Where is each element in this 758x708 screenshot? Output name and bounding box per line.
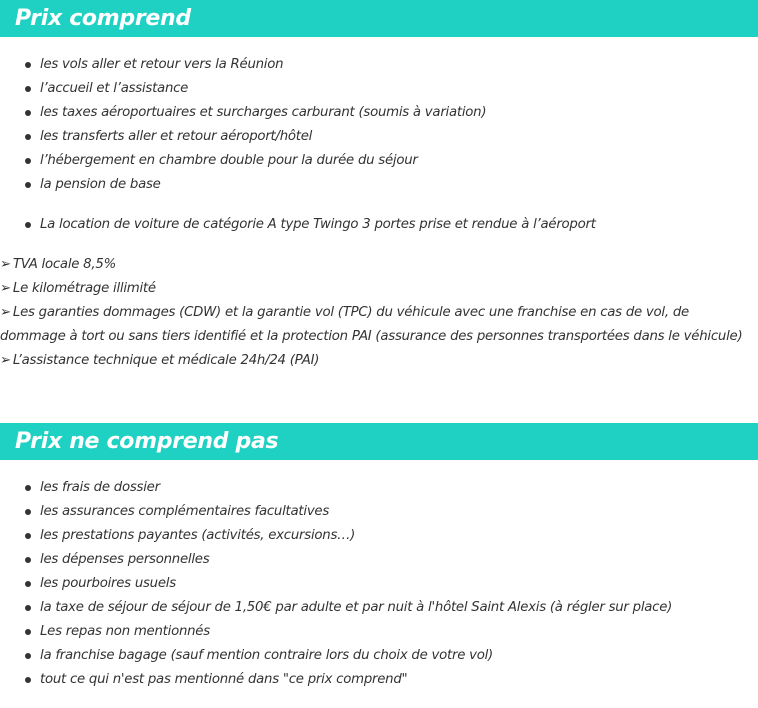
bullet-dot — [25, 557, 31, 563]
list-item-text: l’hébergement en chambre double pour la durée du séjour — [40, 153, 418, 168]
bullet-dot — [25, 158, 31, 164]
list-item — [0, 476, 672, 500]
list-item-text: la franchise bagage (sauf mention contraire lors du choix de votre vol) — [40, 648, 493, 663]
bullet-dot — [25, 629, 31, 635]
list-item — [0, 149, 486, 173]
list-item-text: l’accueil et l’assistance — [40, 81, 189, 96]
arrow-bullet-icon: ➢ — [0, 353, 11, 368]
bullet-dot — [25, 182, 31, 188]
bullet-dot — [25, 581, 31, 587]
list-item — [0, 644, 672, 668]
arrow-list-item — [0, 349, 752, 373]
arrow-list-item — [0, 253, 752, 277]
bullet-dot — [25, 605, 31, 611]
list-item-text: Les repas non mentionnés — [40, 624, 210, 639]
excluded-list — [0, 476, 672, 692]
bullet-dot — [25, 653, 31, 659]
arrow-item-text: TVA locale 8,5% — [12, 257, 116, 272]
bullet-dot — [25, 533, 31, 539]
arrow-item-text: L’assistance technique et médicale 24h/24 (PAI) — [12, 353, 320, 368]
arrow-item-text: Les garanties dommages (CDW) et la garantie vol (TPC) du véhicule avec une franchise en cas de vol, de dommage à tort ou sans tiers identifié et la protection PAI (assurance des personnes transportées dans le véhicule) — [0, 305, 743, 344]
list-item — [0, 620, 672, 644]
bullet-dot — [25, 222, 31, 228]
bullet-dot — [25, 485, 31, 491]
list-item — [0, 500, 672, 524]
section-header-excluded: Prix ne comprend pas — [0, 423, 758, 460]
list-item — [0, 53, 486, 77]
list-item — [0, 548, 672, 572]
list-item — [0, 101, 486, 125]
list-item — [0, 572, 672, 596]
arrow-bullet-icon: ➢ — [0, 281, 11, 296]
bullet-dot — [25, 509, 31, 515]
list-item-text: tout ce qui n'est pas mentionné dans "ce prix comprend" — [40, 672, 408, 687]
list-item-text: La location de voiture de catégorie A type Twingo 3 portes prise et rendue à l’aéroport — [40, 217, 596, 232]
list-item — [0, 524, 672, 548]
list-item-text: les dépenses personnelles — [40, 552, 210, 567]
list-item — [0, 125, 486, 149]
list-item-text: la pension de base — [40, 177, 161, 192]
list-item-text: les transferts aller et retour aéroport/hôtel — [40, 129, 313, 144]
bullet-dot — [25, 110, 31, 116]
section-header-included: Prix comprend — [0, 0, 758, 37]
list-item-text: les frais de dossier — [40, 480, 160, 495]
arrow-list-item — [0, 301, 752, 349]
list-item-car-rental — [0, 213, 596, 237]
arrow-bullet-icon: ➢ — [0, 305, 11, 320]
list-item-text: les pourboires usuels — [40, 576, 176, 591]
arrow-bullet-icon: ➢ — [0, 257, 11, 272]
list-item-text: les prestations payantes (activités, excursions…) — [40, 528, 356, 543]
car-rental-details — [0, 253, 752, 373]
bullet-dot — [25, 677, 31, 683]
list-item — [0, 173, 486, 197]
list-item — [0, 77, 486, 101]
list-item-text: la taxe de séjour de séjour de 1,50€ par adulte et par nuit à l'hôtel Saint Alexis (à régler sur place) — [40, 600, 673, 615]
list-item-text: les assurances complémentaires facultatives — [40, 504, 330, 519]
list-item-text: les taxes aéroportuaires et surcharges carburant (soumis à variation) — [40, 105, 487, 120]
bullet-dot — [25, 62, 31, 68]
arrow-list-item — [0, 277, 752, 301]
included-list — [0, 53, 486, 197]
bullet-dot — [25, 86, 31, 92]
list-item — [0, 668, 672, 692]
list-item — [0, 596, 672, 620]
car-rental-list — [0, 213, 596, 237]
list-item-text: les vols aller et retour vers la Réunion — [40, 57, 284, 72]
bullet-dot — [25, 134, 31, 140]
arrow-item-text: Le kilométrage illimité — [12, 281, 156, 296]
